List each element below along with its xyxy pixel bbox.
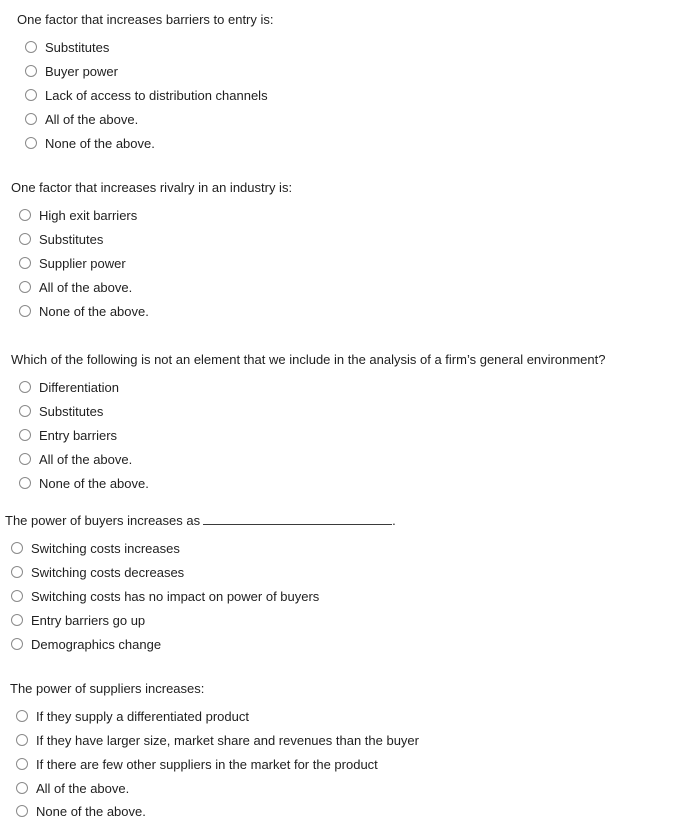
question-prompt: One factor that increases rivalry in an industry is: [11, 180, 293, 195]
option-label: Entry barriers go up [31, 612, 146, 628]
answer-option[interactable] [16, 752, 419, 776]
answer-option[interactable] [19, 203, 292, 227]
answer-option[interactable] [19, 447, 605, 471]
option-label: Entry barriers [39, 427, 118, 443]
answer-option[interactable] [11, 608, 396, 632]
radio-button[interactable] [16, 782, 28, 794]
radio-button[interactable] [19, 257, 31, 269]
question-prompt: One factor that increases barriers to entry is: [17, 12, 274, 27]
radio-button[interactable] [25, 137, 37, 149]
radio-button[interactable] [25, 41, 37, 53]
option-label: None of the above. [39, 475, 149, 491]
radio-button[interactable] [19, 381, 31, 393]
radio-button[interactable] [16, 734, 28, 746]
option-label: If they supply a differentiated product [36, 708, 249, 724]
option-label: Supplier power [39, 255, 126, 271]
answer-option[interactable] [16, 704, 419, 728]
radio-button[interactable] [19, 477, 31, 489]
radio-button[interactable] [16, 710, 28, 722]
answer-option[interactable] [16, 800, 419, 822]
option-label: Lack of access to distribution channels [45, 87, 268, 103]
radio-button[interactable] [16, 805, 28, 817]
answer-option[interactable] [16, 776, 419, 800]
option-label: None of the above. [45, 135, 155, 151]
answer-option[interactable] [19, 275, 292, 299]
answer-option[interactable] [16, 728, 419, 752]
radio-button[interactable] [25, 113, 37, 125]
radio-button[interactable] [11, 614, 23, 626]
question-3 [11, 351, 605, 495]
answer-option[interactable] [19, 399, 605, 423]
answer-option[interactable] [11, 632, 396, 656]
radio-button[interactable] [25, 65, 37, 77]
radio-button[interactable] [19, 429, 31, 441]
option-label: Switching costs has no impact on power of buyers [31, 588, 320, 604]
question-2 [11, 179, 292, 323]
radio-button[interactable] [19, 233, 31, 245]
option-label: Differentiation [39, 379, 119, 395]
option-label: Buyer power [45, 63, 118, 79]
radio-button[interactable] [11, 542, 23, 554]
option-label: Substitutes [45, 39, 110, 55]
answer-option[interactable] [11, 560, 396, 584]
answer-option[interactable] [19, 471, 605, 495]
answer-option[interactable] [19, 299, 292, 323]
answer-option[interactable] [11, 584, 396, 608]
option-label: If they have larger size, market share and revenues than the buyer [36, 732, 419, 748]
option-label: All of the above. [36, 780, 130, 796]
option-label: All of the above. [39, 279, 133, 295]
question-5 [10, 680, 419, 822]
question-prompt: The power of suppliers increases: [10, 681, 205, 696]
radio-button[interactable] [19, 305, 31, 317]
answer-option[interactable] [25, 59, 274, 83]
answer-option[interactable] [19, 375, 605, 399]
answer-option[interactable] [11, 536, 396, 560]
answer-option[interactable] [19, 423, 605, 447]
option-label: All of the above. [39, 451, 133, 467]
radio-button[interactable] [16, 758, 28, 770]
question-4 [5, 512, 396, 656]
option-label: High exit barriers [39, 207, 138, 223]
radio-button[interactable] [19, 281, 31, 293]
radio-button[interactable] [19, 405, 31, 417]
option-label: Substitutes [39, 231, 104, 247]
option-label: All of the above. [45, 111, 139, 127]
radio-button[interactable] [11, 590, 23, 602]
answer-option[interactable] [19, 251, 292, 275]
prompt-suffix: . [392, 513, 396, 528]
option-label: Switching costs decreases [31, 564, 185, 580]
option-label: None of the above. [39, 303, 149, 319]
answer-option[interactable] [25, 83, 274, 107]
radio-button[interactable] [19, 453, 31, 465]
option-label: If there are few other suppliers in the market for the product [36, 756, 378, 772]
radio-button[interactable] [11, 638, 23, 650]
answer-option[interactable] [25, 35, 274, 59]
question-prompt: Which of the following is not an element that we include in the analysis of a firm’s general environment? [11, 352, 606, 367]
answer-option[interactable] [25, 107, 274, 131]
option-label: None of the above. [36, 803, 146, 819]
question-1 [17, 11, 274, 155]
radio-button[interactable] [19, 209, 31, 221]
question-prompt: The power of buyers increases as [5, 513, 201, 528]
question-prompt-line [5, 512, 396, 529]
answer-option[interactable] [19, 227, 292, 251]
answer-option[interactable] [25, 131, 274, 155]
option-label: Demographics change [31, 636, 162, 652]
radio-button[interactable] [11, 566, 23, 578]
radio-button[interactable] [25, 89, 37, 101]
option-label: Switching costs increases [31, 540, 180, 556]
option-label: Substitutes [39, 403, 104, 419]
answer-blank [203, 513, 392, 525]
